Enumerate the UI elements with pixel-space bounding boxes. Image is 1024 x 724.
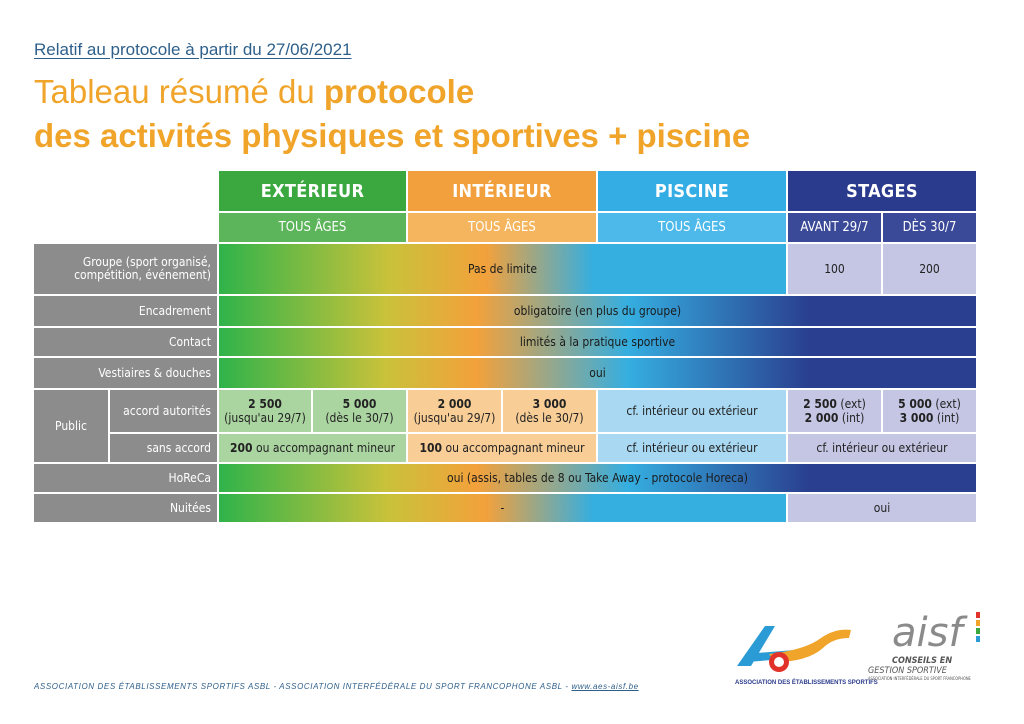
footer-text: ASSOCIATION DES ÉTABLISSEMENTS SPORTIFS ASBL - ASSOCIATION INTERFÉDÉRALE DU SPORT FRANCOPHONE ASBL - — [34, 682, 572, 691]
cell-accord-st2-a-num: 5 000 — [898, 397, 932, 411]
row-label-groupe: Groupe (sport organisé, compétition, événement) — [34, 244, 217, 294]
svg-text:aisf: aisf — [892, 610, 963, 652]
cell-accord-ext-1-num: 2 500 — [248, 397, 282, 411]
title-line2: des activités physiques et sportives + piscine — [34, 117, 751, 154]
cell-groupe-stages-2: 200 — [883, 244, 976, 294]
band-vestiaires — [219, 358, 976, 388]
subheader-stages-1: AVANT 29/7 — [788, 213, 881, 242]
aes-logo — [735, 624, 878, 688]
aisf-logo — [868, 604, 994, 694]
cell-sans-int — [408, 434, 596, 462]
row-label-encadrement: Encadrement — [34, 296, 217, 326]
cell-accord-int-2 — [503, 390, 596, 432]
cell-accord-int-1 — [408, 390, 501, 432]
row-label-contact: Contact — [34, 328, 217, 356]
cell-groupe-stages-1: 100 — [788, 244, 881, 294]
cell-accord-ext-2-num: 5 000 — [342, 397, 377, 411]
subtitle-link[interactable]: Relatif au protocole à partir du 27/06/2021 — [34, 40, 352, 59]
footer-link[interactable]: www.aes-aisf.be — [571, 682, 639, 691]
subheader-piscine: TOUS ÂGES — [598, 213, 786, 242]
col-header-piscine: PISCINE — [598, 171, 786, 211]
cell-accord-int-1-note: (jusqu'au 29/7) — [413, 411, 496, 425]
cell-accord-st2-b-num: 3 000 — [899, 411, 934, 425]
col-header-interieur: INTÉRIEUR — [408, 171, 596, 211]
cell-accord-st1-a-note: (ext) — [840, 397, 866, 411]
cell-accord-st1-b-num: 2 000 — [804, 411, 839, 425]
title-normal: Tableau résumé du — [34, 73, 324, 110]
title-bold: protocole — [323, 73, 475, 110]
cell-accord-stages-1 — [788, 390, 881, 432]
cell-accord-ext-1-note: (jusqu'au 29/7) — [224, 411, 306, 425]
cell-accord-int-2-num: 3 000 — [532, 397, 567, 411]
band-horeca-text: oui (assis, tables de 8 ou Take Away - protocole Horeca) — [447, 471, 748, 485]
cell-accord-st2-a-note: (ext) — [935, 397, 961, 411]
band-encadrement-text: obligatoire (en plus du groupe) — [513, 304, 682, 318]
subheader-stages-2: DÈS 30/7 — [883, 213, 976, 242]
cell-accord-ext-2-note: (dès le 30/7) — [325, 411, 394, 425]
band-encadrement — [219, 296, 976, 326]
row-label-accord: accord autorités — [110, 390, 217, 432]
aisf-logo-line2: GESTION SPORTIVE — [868, 666, 947, 676]
row-label-public: Public — [34, 390, 108, 462]
cell-sans-piscine: cf. intérieur ou extérieur — [598, 434, 786, 462]
band-groupe — [219, 244, 786, 294]
aes-logo-mark — [735, 624, 853, 674]
aisf-logo-mark — [868, 604, 994, 652]
cell-sans-stages: cf. intérieur ou extérieur — [788, 434, 976, 462]
row-label-nuitees: Nuitées — [34, 494, 217, 522]
subheader-exterieur: TOUS ÂGES — [219, 213, 406, 242]
band-nuitees-text: - — [500, 501, 505, 515]
cell-sans-int-num: 100 — [419, 441, 443, 455]
row-label-sans-accord: sans accord — [110, 434, 217, 462]
cell-accord-stages-2 — [883, 390, 976, 432]
col-header-stages: STAGES — [788, 171, 976, 211]
cell-accord-st2-b-note: (int) — [936, 411, 960, 425]
cell-accord-st1-a-num: 2 500 — [803, 397, 837, 411]
row-label-horeca: HoReCa — [34, 464, 217, 492]
row-label-vestiaires: Vestiaires & douches — [34, 358, 217, 388]
cell-accord-int-2-note: (dès le 30/7) — [515, 411, 584, 425]
subheader-interieur: TOUS ÂGES — [408, 213, 596, 242]
band-vestiaires-text: oui — [589, 366, 606, 380]
aisf-logo-line3: ASSOCIATION INTERFÉDÉRALE DU SPORT FRANCOPHONE — [868, 676, 971, 681]
band-contact-text: limités à la pratique sportive — [519, 335, 676, 349]
cell-accord-st1-b-note: (int) — [841, 411, 865, 425]
cell-accord-ext-1 — [219, 390, 311, 432]
aisf-logo-line1: CONSEILS EN — [892, 656, 953, 666]
cell-accord-ext-2 — [313, 390, 406, 432]
aes-logo-caption: ASSOCIATION DES ÉTABLISSEMENTS SPORTIFS — [735, 680, 878, 686]
cell-accord-piscine: cf. intérieur ou extérieur — [598, 390, 786, 432]
cell-sans-ext — [219, 434, 406, 462]
col-header-exterieur: EXTÉRIEUR — [219, 171, 406, 211]
cell-nuitees-stages: oui — [788, 494, 976, 522]
band-groupe-text: Pas de limite — [468, 262, 537, 276]
cell-accord-int-1-num: 2 000 — [437, 397, 472, 411]
cell-sans-ext-text: ou accompagnant mineur — [252, 441, 396, 455]
band-nuitees — [219, 494, 786, 522]
cell-sans-ext-num: 200 — [229, 441, 253, 455]
cell-sans-int-text: ou accompagnant mineur — [442, 441, 585, 455]
footer — [34, 682, 639, 691]
band-horeca — [219, 464, 976, 492]
band-contact — [219, 328, 976, 356]
